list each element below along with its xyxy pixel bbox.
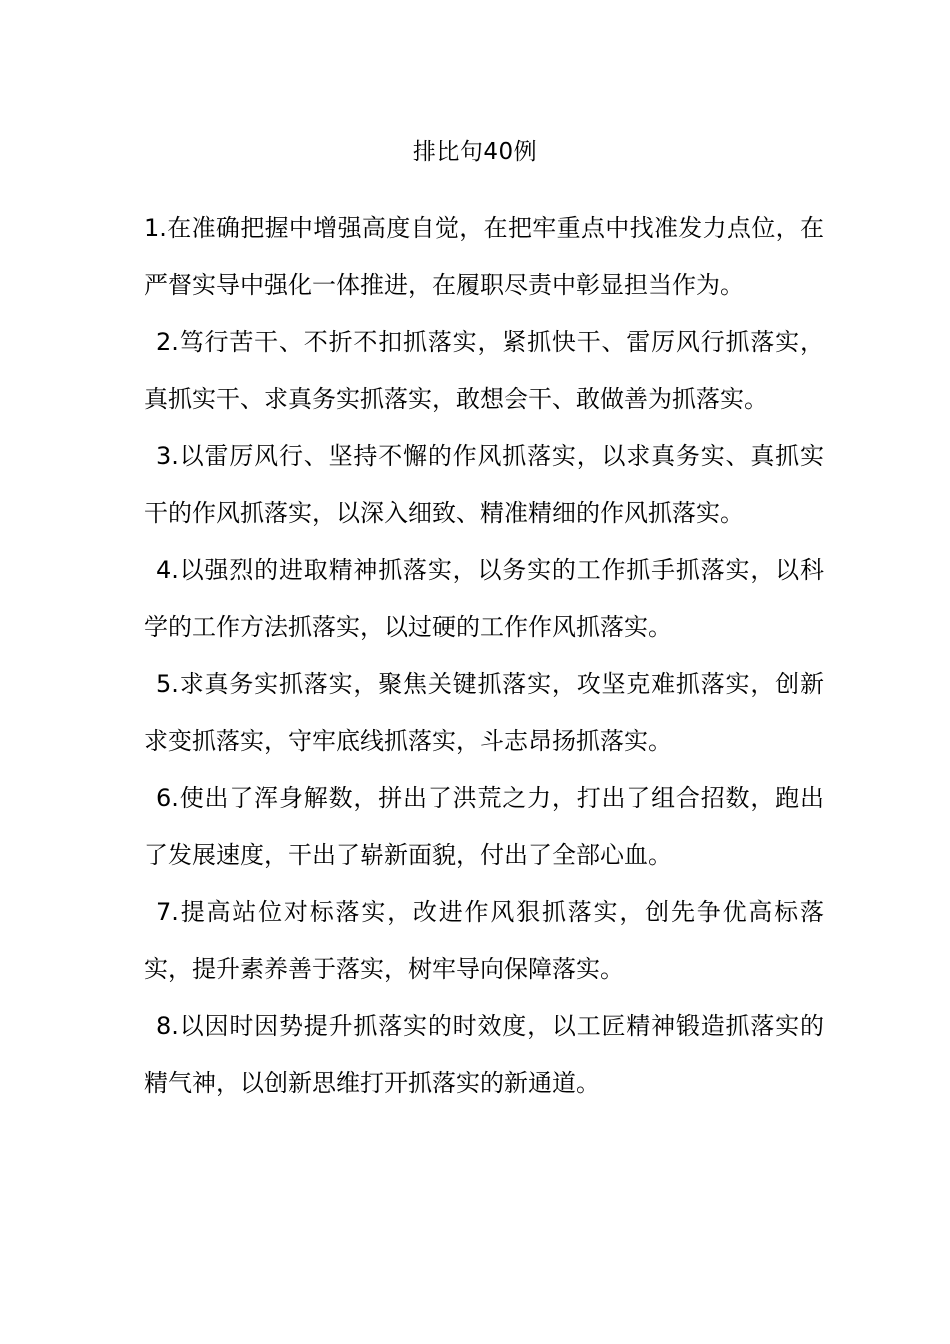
paragraph-7: 7.提高站位对标落实，改进作风狠抓落实，创先争优高标落实，提升素养善于落实，树牢导向保障落实。 <box>144 898 824 983</box>
paragraph-8: 8.以因时因势提升抓落实的时效度，以工匠精神锻造抓落实的精气神，以创新思维打开抓落实的新通道。 <box>144 1012 824 1097</box>
document-body <box>144 200 824 1112</box>
paragraph-2: 2.笃行苦干、不折不扣抓落实，紧抓快干、雷厉风行抓落实，真抓实干、求真务实抓落实，敢想会干、敢做善为抓落实。 <box>144 328 824 413</box>
paragraph-6: 6.使出了浑身解数，拼出了洪荒之力，打出了组合招数，跑出了发展速度，干出了崭新面貌，付出了全部心血。 <box>144 784 824 869</box>
paragraph-5: 5.求真务实抓落实，聚焦关键抓落实，攻坚克难抓落实，创新求变抓落实，守牢底线抓落实，斗志昂扬抓落实。 <box>144 670 824 755</box>
paragraph-4: 4.以强烈的进取精神抓落实，以务实的工作抓手抓落实，以科学的工作方法抓落实，以过硬的工作作风抓落实。 <box>144 556 824 641</box>
document-title: 排比句40例 <box>412 139 538 165</box>
paragraph-1: 1.在准确把握中增强高度自觉，在把牢重点中找准发力点位，在严督实导中强化一体推进，在履职尽责中彰显担当作为。 <box>144 214 824 299</box>
paragraph-3: 3.以雷厉风行、坚持不懈的作风抓落实，以求真务实、真抓实干的作风抓落实，以深入细致、精准精细的作风抓落实。 <box>144 442 824 527</box>
